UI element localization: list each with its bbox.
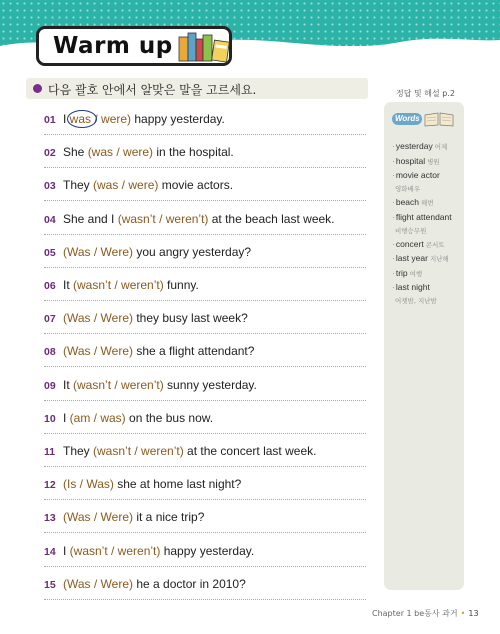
question-text-before: They (63, 444, 94, 458)
word-item (392, 207, 464, 235)
choice-option[interactable]: (Was / Were) (63, 311, 134, 326)
choice-option[interactable]: (Was / Were) (63, 576, 134, 591)
choice-option[interactable]: (was / were) (87, 145, 154, 160)
page-title: Warm up (53, 33, 173, 59)
question-text-after: he a doctor in 2010? (133, 576, 246, 591)
dotted-divider (44, 333, 366, 334)
question-text (63, 544, 254, 558)
question-text (63, 411, 213, 425)
question-number: 08 (44, 346, 56, 359)
footer-separator-dot: • (460, 609, 466, 618)
title-box (36, 26, 232, 66)
question-text (63, 245, 251, 259)
question-text-before: I (63, 410, 70, 425)
choice-separator: / (91, 112, 102, 126)
choice-option[interactable]: (wasn’t / weren’t) (73, 377, 164, 392)
choice-option[interactable]: (wasn’t / weren’t) (117, 211, 209, 226)
question-text-before: They (63, 178, 94, 193)
question-text (63, 378, 257, 392)
question-number: 03 (44, 180, 56, 193)
choice-option[interactable]: (am / was) (69, 410, 126, 425)
word-korean: 어제 (434, 143, 448, 151)
question-text (63, 112, 225, 126)
question-text-after: it a nice trip? (133, 510, 205, 525)
word-korean: 비행승무원 (395, 226, 427, 235)
question-text (63, 178, 233, 192)
question-text-before: I (63, 543, 70, 558)
question-text-after: she at home last night? (113, 477, 242, 492)
word-english: · trip (392, 268, 408, 278)
question-number: 05 (44, 246, 56, 259)
choice-option[interactable]: (Is / Was) (63, 477, 114, 492)
question-text-after: at the beach last week. (208, 211, 335, 226)
question-text-after: happy yesterday. (131, 112, 225, 126)
word-english: · yesterday (392, 141, 433, 151)
choice-option[interactable]: (wasn’t / weren’t) (93, 444, 184, 458)
words-badge-label: Words (395, 114, 420, 123)
word-item (392, 277, 464, 305)
question-text (63, 311, 248, 325)
dotted-divider (44, 532, 366, 533)
choice-option[interactable]: (was / were) (93, 178, 159, 193)
question-text (63, 577, 246, 591)
answer-circle-mark (67, 110, 97, 128)
choice-option-b: were) (101, 112, 132, 126)
page-number: 13 (468, 609, 479, 618)
question-number: 14 (44, 545, 56, 558)
question-text (63, 444, 316, 458)
dotted-divider (44, 466, 366, 467)
question-text-after: in the hospital. (153, 145, 234, 160)
dotted-divider (44, 267, 366, 268)
choice-option[interactable]: (wasn’t / weren’t) (69, 543, 161, 558)
dotted-divider (44, 167, 366, 168)
books-icon (177, 31, 231, 63)
word-english: · flight attendant (392, 212, 452, 222)
question-text-after: funny. (163, 278, 199, 292)
question-text-before: It (63, 278, 74, 292)
word-korean: 병원 (427, 157, 440, 166)
dotted-divider (44, 400, 366, 401)
question-number: 01 (44, 114, 56, 126)
question-text-after: sunny yesterday. (163, 377, 257, 392)
word-korean: 지난해 (429, 255, 449, 263)
question-text-after: you angry yesterday? (133, 244, 252, 259)
dotted-divider (44, 366, 366, 367)
dotted-divider (44, 134, 366, 135)
question-number: 11 (44, 446, 56, 458)
question-text (63, 145, 234, 159)
word-korean: 여행 (409, 269, 423, 278)
circled-answer[interactable] (70, 112, 91, 126)
bullet-icon (33, 84, 42, 93)
question-number: 10 (44, 412, 56, 425)
question-text-before: It (63, 377, 74, 392)
choice-option[interactable] (70, 112, 131, 126)
word-english: · hospital (392, 156, 425, 166)
question-number: 06 (44, 280, 56, 292)
word-korean: 어젯밤, 지난밤 (395, 297, 437, 305)
dotted-divider (44, 433, 366, 434)
open-book-icon (423, 111, 455, 127)
question-number: 04 (44, 213, 56, 226)
question-text-before: She and I (63, 211, 118, 226)
question-text-after: happy yesterday. (160, 543, 255, 558)
question-text (63, 477, 241, 491)
question-text-before: I (63, 112, 70, 126)
choice-option[interactable]: (wasn’t / weren’t) (73, 278, 164, 292)
question-text (63, 278, 199, 292)
word-item (392, 165, 464, 193)
word-english: · movie actor (392, 170, 440, 180)
question-text-after: she a flight attendant? (133, 344, 255, 359)
instruction-text: 다음 괄호 안에서 알맞은 말을 고르세요. (48, 83, 257, 97)
question-number: 15 (44, 578, 56, 591)
choice-option[interactable]: (Was / Were) (63, 344, 134, 359)
question-number: 12 (44, 479, 56, 492)
question-text-after: on the bus now. (125, 410, 214, 425)
circled-answer-text: was (69, 112, 92, 126)
question-text-after: at the concert last week. (183, 444, 317, 458)
instruction-bar (26, 78, 368, 99)
dotted-divider (44, 200, 366, 201)
dotted-divider (44, 599, 366, 600)
footer-chapter: Chapter 1 (372, 609, 412, 618)
choice-option[interactable]: (Was / Were) (63, 244, 134, 259)
words-panel (384, 102, 464, 590)
question-text-after: they busy last week? (133, 311, 248, 326)
dotted-divider (44, 566, 366, 567)
word-english: · beach (392, 197, 419, 207)
question-text (63, 212, 335, 226)
word-korean: 해변 (421, 199, 434, 207)
word-english: · last year (392, 253, 428, 263)
page-footer (372, 608, 479, 619)
question-number: 02 (44, 147, 56, 160)
footer-topic: be동사 과거 (414, 609, 458, 618)
question-number: 13 (44, 512, 56, 525)
question-text (63, 344, 254, 358)
question-number: 07 (44, 313, 56, 326)
question-text-after: movie actors. (158, 178, 234, 193)
dotted-divider (44, 234, 366, 235)
answer-reference: 정답 및 해설 p.2 (396, 89, 455, 98)
dotted-divider (44, 300, 366, 301)
question-text-before: She (63, 145, 88, 160)
question-text (63, 510, 204, 524)
question-number: 09 (44, 379, 56, 392)
word-english: · concert (392, 239, 424, 249)
word-korean: 영화배우 (395, 185, 421, 193)
dotted-divider (44, 499, 366, 500)
word-korean: 콘서트 (425, 240, 445, 249)
words-badge (392, 111, 454, 127)
choice-option[interactable]: (Was / Were) (63, 510, 134, 525)
word-english: · last night (392, 282, 430, 292)
